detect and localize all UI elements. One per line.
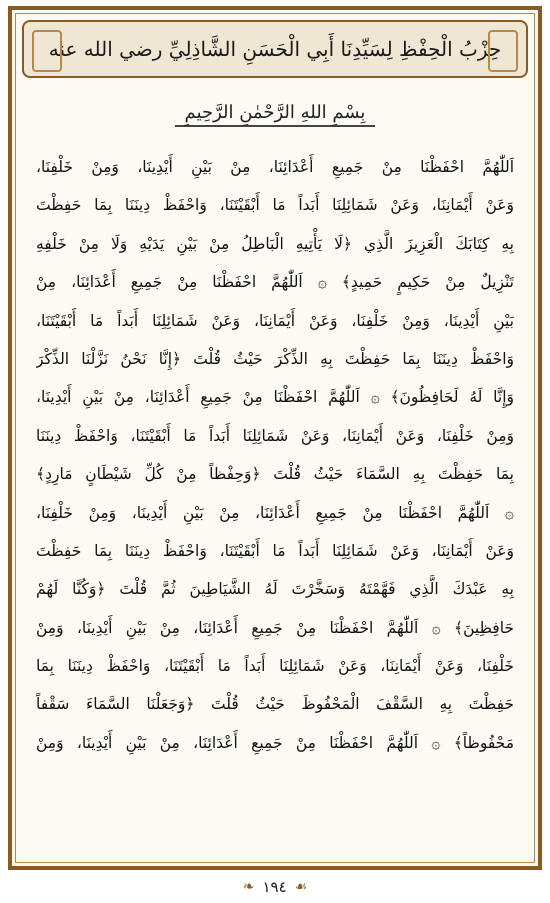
- page-number: ١٩٤: [262, 878, 287, 896]
- text-line: خَلْفِنَا، وَعَنْ أَيْمَانِنَا، وَعَنْ شَمَائِلِنَا أَبَداً مَا أَبْقَيْتَنَا، وَاحْفَظْ دِينَنَا بِمَا: [36, 657, 514, 676]
- text-line: تَنْزِيلٌ مِنْ حَكِيمٍ حَمِيدٍ﴾ ۞ اَللّٰهُمَّ احْفَظْنَا مِنْ جَمِيعِ أَعْدَائِنَا، مِنْ: [36, 273, 514, 292]
- text-line: وَمِنْ خَلْفِنَا، وَعَنْ أَيْمَانِنَا، وَعَنْ شَمَائِلِنَا أَبَداً مَا أَبْقَيْتَنَا، وَاحْفَظْ دِينَنَا: [36, 426, 514, 445]
- text-line: اَللّٰهُمَّ احْفَظْنَا مِنْ جَمِيعِ أَعْدَائِنَا، مِنْ بَيْنِ أَيْدِينَا، وَمِنْ خَلْفِنَا،: [36, 158, 514, 176]
- basmala-text: بِسْمِ اللهِ الرَّحْمٰنِ الرَّحِيمِ: [175, 102, 376, 127]
- page-footer: [0, 876, 550, 898]
- text-line: وَإِنَّا لَهُ لَحَافِظُونَ﴾ ۞ اَللّٰهُمَّ احْفَظْنَا مِنْ جَمِيعِ أَعْدَائِنَا، مِنْ بَيْنِ أَيْدِينَا،: [36, 388, 514, 407]
- text-line: بَيْنِ أَيْدِينَا، وَمِنْ خَلْفِنَا، وَعَنْ أَيْمَانِنَا، وَعَنْ شَمَائِلِنَا أَبَداً مَا أَبْقَيْتَنَا،: [36, 311, 514, 330]
- page-title: حِزْبُ الْحِفْظِ لِسَيِّدِنَا أَبِي الْحَسَنِ الشَّاذِلِيِّ رضي الله عنه: [48, 37, 502, 61]
- text-line: مَحْفُوظاً﴾ ۞ اَللّٰهُمَّ احْفَظْنَا مِنْ جَمِيعِ أَعْدَائِنَا، مِنْ بَيْنِ أَيْدِينَا، وَمِنْ: [36, 733, 514, 752]
- ornament-right-icon: ☙: [294, 879, 308, 895]
- text-line: وَاحْفَظْ دِينَنَا بِمَا حَفِظْتَ بِهِ الذِّكْرَ حَيْثُ قُلْتَ ﴿إِنَّا نَحْنُ نَزَّلْنَا الذِّكْرَ: [36, 349, 514, 368]
- text-line: وَعَنْ أَيْمَانِنَا، وَعَنْ شَمَائِلِنَا أَبَداً مَا أَبْقَيْتَنَا، وَاحْفَظْ دِينَنَا بِمَا حَفِظْتَ: [36, 541, 514, 560]
- text-line: بِهِ عَبْدَكَ الَّذِي فَهَّمْتَهُ وَسَخَّرْتَ لَهُ الشَّيَاطِينَ ثُمَّ قُلْتَ ﴿وَكُنَّا لَهُمْ: [36, 580, 514, 599]
- text-line: بِهِ كِتَابَكَ الْعَزِيزَ الَّذِي ﴿لَا يَأْتِيهِ الْبَاطِلُ مِنْ بَيْنِ يَدَيْهِ وَلَا مِنْ خَلْفِهِ: [36, 234, 514, 253]
- text-line: حَافِظِينَ﴾ ۞ اَللّٰهُمَّ احْفَظْنَا مِنْ جَمِيعِ أَعْدَائِنَا، مِنْ بَيْنِ أَيْدِينَا، وَمِنْ: [36, 618, 514, 637]
- text-line: حَفِظْتَ بِهِ السَّقْفَ الْمَحْفُوظَ حَيْثُ قُلْتَ ﴿وَجَعَلْنَا السَّمَاءَ سَقْفاً: [36, 695, 514, 714]
- title-banner: [22, 20, 528, 78]
- ornament-left-icon: ❧: [242, 879, 255, 895]
- basmala: [12, 102, 538, 123]
- page-frame: [8, 6, 542, 870]
- text-line: ۞ اَللّٰهُمَّ احْفَظْنَا مِنْ جَمِيعِ أَعْدَائِنَا، مِنْ بَيْنِ أَيْدِينَا، وَمِنْ خَلْفِنَا،: [36, 503, 514, 522]
- text-line: بِمَا حَفِظْتَ بِهِ السَّمَاءَ حَيْثُ قُلْتَ ﴿وَحِفْظاً مِنْ كُلِّ شَيْطَانٍ مَارِدٍ﴾: [36, 465, 514, 484]
- prayer-text: [36, 148, 514, 762]
- text-line: وَعَنْ أَيْمَانِنَا، وَعَنْ شَمَائِلِنَا أَبَداً مَا أَبْقَيْتَنَا، وَاحْفَظْ دِينَنَا بِمَا حَفِظْتَ: [36, 196, 514, 215]
